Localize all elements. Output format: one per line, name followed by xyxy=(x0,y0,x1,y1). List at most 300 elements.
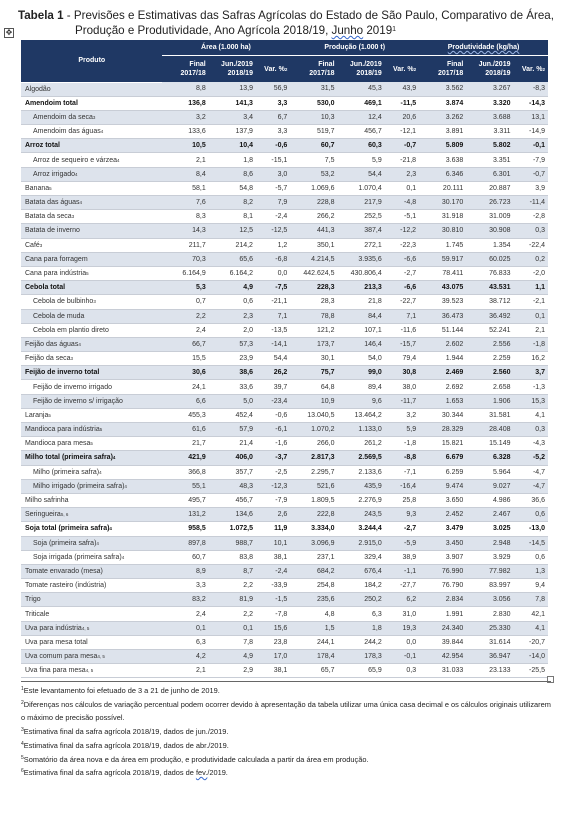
table-cell: 15,5 xyxy=(192,355,206,363)
table-cell: 31.918 xyxy=(441,213,464,221)
table-row xyxy=(21,621,548,635)
table-cell: 7,1 xyxy=(256,309,290,323)
table-row xyxy=(21,337,548,351)
spellcheck-word: Junho xyxy=(331,24,364,37)
table-cell: 76.833 xyxy=(489,270,511,278)
table-cell: 228,3 xyxy=(290,281,337,295)
table-cell: 252,5 xyxy=(364,213,382,221)
table-cell: 21,8 xyxy=(368,298,382,306)
table-cell: 244,2 xyxy=(364,638,382,646)
table-cell: -0,6 xyxy=(256,139,290,153)
table-cell: 4,9 xyxy=(209,281,256,295)
table-cell: 42.954 xyxy=(419,650,466,664)
table-cell: 36,6 xyxy=(531,497,545,505)
row-product-name: Uva fina para mesa$^{4, 5}$ xyxy=(25,667,94,675)
row-product-name: Soja irrigada (primeira safra)$^4$ xyxy=(33,553,125,561)
table-cell: 6.164,2 xyxy=(229,270,253,278)
table-cell: 9.474 xyxy=(419,479,466,493)
table-cell: 3.096,9 xyxy=(290,536,337,550)
row-product-name: Feijão da seca$^3$ xyxy=(25,355,74,363)
row-product-name: Seringueira$^{5, 6}$ xyxy=(21,508,162,522)
table-cell: 30.810 xyxy=(419,224,466,238)
table-cell: 12,4 xyxy=(338,110,385,124)
table-cell: -0,1 xyxy=(385,650,419,664)
table-cell: 10,4 xyxy=(209,139,256,153)
table-cell: 15,6 xyxy=(256,621,290,635)
footnote: $^1$Este levantamento foi efetuado de 3 a 21 de junho de 2019. xyxy=(21,686,220,695)
table-title: Tabela 1 - Previsões e Estimativas das Safras Agrícolas do Estado de São Paulo, Comparativo de Área, Produção e Produtividade, Ano Agrícola 2018/19, Junho 2019$^1$ xyxy=(18,8,568,38)
table-cell: 31.009 xyxy=(489,213,511,221)
table-cell: 146,4 xyxy=(338,337,385,351)
table-cell: 9,4 xyxy=(535,582,545,590)
table-cell: -11,5 xyxy=(400,99,417,107)
table-cell: 178,4 xyxy=(290,650,337,664)
table-cell: 7,9 xyxy=(256,196,290,210)
table-cell: 3,4 xyxy=(209,110,256,124)
table-cell: 5.964 xyxy=(492,468,511,476)
table-cell: 137,9 xyxy=(235,128,253,136)
table-cell: 56,9 xyxy=(256,82,290,96)
table-cell: 38,6 xyxy=(209,366,256,380)
table-cell: 1,2 xyxy=(277,241,288,249)
table-cell: -1,3 xyxy=(532,383,545,391)
table-cell: -22,3 xyxy=(400,241,417,249)
row-product-name: Feijão de inverno total xyxy=(21,366,162,380)
table-cell: -6,1 xyxy=(256,423,290,437)
table-cell: 11,9 xyxy=(274,525,288,533)
table-cell: 521,6 xyxy=(290,479,337,493)
table-cell: 2.452 xyxy=(419,508,466,522)
table-cell: -14,5 xyxy=(514,536,549,550)
table-cell: -0,7 xyxy=(514,167,549,181)
table-cell: 387,4 xyxy=(338,224,385,238)
table-cell: 244,1 xyxy=(317,638,335,646)
table-cell: 1.070,2 xyxy=(290,423,337,437)
table-cell: 7,8 xyxy=(243,638,253,646)
table-row xyxy=(21,153,548,167)
header-group-area: Área (1.000 ha) xyxy=(162,40,291,56)
table-cell: 6.259 xyxy=(445,468,464,476)
table-cell: 42,1 xyxy=(531,610,545,618)
table-cell: 60,7 xyxy=(192,553,206,561)
table-cell: 14,3 xyxy=(162,224,209,238)
table-cell: 3.562 xyxy=(419,82,466,96)
row-product-name: Arroz irrigado$^4$ xyxy=(21,167,162,181)
table-cell: 136,8 xyxy=(188,99,206,107)
table-row xyxy=(21,110,548,124)
table-cell: 81,9 xyxy=(209,593,256,607)
table-cell: 213,3 xyxy=(338,281,385,295)
table-cell: 452,4 xyxy=(235,411,253,419)
table-cell: 64,8 xyxy=(320,383,335,391)
table-cell: -22,4 xyxy=(529,241,545,249)
row-product-name: Banana$^5$ xyxy=(25,184,52,192)
table-cell: 3.351 xyxy=(492,156,511,164)
table-cell: 57,3 xyxy=(209,337,256,351)
table-cell: 1.354 xyxy=(492,241,511,249)
table-cell: 16,2 xyxy=(531,355,545,363)
table-cell: 8,8 xyxy=(162,82,209,96)
table-cell: 83.997 xyxy=(489,582,511,590)
table-cell: 0,3 xyxy=(514,224,549,238)
table-cell: 0,3 xyxy=(514,423,549,437)
table-cell: 243,5 xyxy=(338,508,385,522)
row-product-name: Cana para indústria$^5$ xyxy=(25,270,89,278)
table-cell: -21,8 xyxy=(400,156,417,164)
table-cell: -7,1 xyxy=(404,468,417,476)
table-cell: 3,0 xyxy=(256,167,290,181)
table-row xyxy=(21,423,548,437)
table-cell: 8,4 xyxy=(162,167,209,181)
table-cell: 31.581 xyxy=(489,411,511,419)
footnote: $^5$Somatório da área nova e da área em produção, e produtividade calculada a partir da área em produção. xyxy=(21,754,369,764)
table-cell: 2,1 xyxy=(196,156,206,164)
table-cell: 3,9 xyxy=(535,184,545,192)
table-cell: 495,7 xyxy=(188,497,206,505)
table-cell: -14,0 xyxy=(514,650,549,664)
table-cell: 6.164,9 xyxy=(182,270,206,278)
table-cell: -15,7 xyxy=(385,337,419,351)
table-cell: 1.944 xyxy=(445,355,464,363)
row-product-name: Batata de inverno xyxy=(21,224,162,238)
table-cell: 31,5 xyxy=(290,82,337,96)
table-cell: 1,5 xyxy=(290,621,337,635)
table-cell: -1,8 xyxy=(404,440,417,448)
table-cell: -6,6 xyxy=(385,281,419,295)
table-cell: 6,2 xyxy=(385,593,419,607)
row-product-name: Uva para indústria$^{4, 5}$ xyxy=(21,621,162,635)
table-cell: 1.072,5 xyxy=(229,525,253,533)
table-cell: 30,8 xyxy=(385,366,419,380)
table-cell: 59.917 xyxy=(419,252,466,266)
table-cell: 61,6 xyxy=(162,423,209,437)
table-cell: 3.935,6 xyxy=(338,252,385,266)
table-cell: 33,6 xyxy=(239,383,253,391)
table-cell: 5.802 xyxy=(466,139,513,153)
column-header: Var. %$^2$ xyxy=(256,56,290,83)
table-cell: 2.830 xyxy=(492,610,511,618)
column-header: Jun./2019 2018/19 xyxy=(338,56,385,83)
table-cell: 519,7 xyxy=(317,128,335,136)
table-row xyxy=(21,323,548,337)
table-cell: 2,1 xyxy=(535,326,545,334)
table-cell: 65,6 xyxy=(209,252,256,266)
table-cell: 2.692 xyxy=(445,383,464,391)
table-cell: 21,4 xyxy=(239,440,253,448)
table-cell: 4,9 xyxy=(209,650,256,664)
table-cell: -5,9 xyxy=(385,536,419,550)
row-product-name: Cebola em plantio direto xyxy=(33,326,109,334)
table-cell: 2.469 xyxy=(419,366,466,380)
table-cell: 0,0 xyxy=(277,270,288,278)
table-cell: 10,3 xyxy=(290,110,337,124)
row-product-name: Algodão xyxy=(21,82,162,96)
table-cell: -11,7 xyxy=(385,394,419,408)
table-row xyxy=(21,181,548,195)
table-cell: 8,3 xyxy=(196,213,206,221)
table-cell: 0,3 xyxy=(406,667,417,675)
table-cell: 4.214,5 xyxy=(290,252,337,266)
table-cell: 51.144 xyxy=(441,326,464,334)
table-cell: -14,1 xyxy=(256,337,290,351)
table-row xyxy=(21,508,548,522)
table-cell: -7,5 xyxy=(256,281,290,295)
table-cell: 31,0 xyxy=(402,610,417,618)
table-cell: 2,0 xyxy=(243,326,253,334)
table-cell: 3.262 xyxy=(419,110,466,124)
table-cell: 406,0 xyxy=(209,451,256,465)
table-cell: 65,9 xyxy=(368,667,382,675)
table-cell: 0,1 xyxy=(514,309,549,323)
table-cell: 235,6 xyxy=(290,593,337,607)
table-cell: 5,9 xyxy=(372,156,382,164)
table-row xyxy=(21,564,548,578)
table-row xyxy=(21,479,548,493)
table-cell: -12,5 xyxy=(256,224,290,238)
table-cell: 30.908 xyxy=(466,224,513,238)
table-cell: 530,0 xyxy=(317,99,335,107)
row-product-name: Soja total (primeira safra)$^4$ xyxy=(25,525,112,533)
row-product-name: Tomate rasteiro (indústria) xyxy=(25,582,107,590)
spellcheck-word: fev. xyxy=(195,768,208,778)
row-product-name: Cebola total xyxy=(21,281,162,295)
table-cell: 28.329 xyxy=(419,423,466,437)
table-cell: 1.809,5 xyxy=(311,497,335,505)
table-cell: 99,0 xyxy=(338,366,385,380)
table-cell: 5,0 xyxy=(209,394,256,408)
table-cell: 1.653 xyxy=(419,394,466,408)
table-row xyxy=(21,380,548,394)
table-cell: 60.025 xyxy=(466,252,513,266)
table-cell: 0,6 xyxy=(514,508,549,522)
footnote: $^3$Estimativa final da safra agrícola 2018/19, dados de jun./2019. xyxy=(21,727,229,737)
table-cell: 3,3 xyxy=(277,128,288,136)
table-cell: 78,8 xyxy=(290,309,337,323)
table-cell: 222,8 xyxy=(290,508,337,522)
table-cell: 441,3 xyxy=(290,224,337,238)
column-header: Jun./2019 2018/19 xyxy=(466,56,513,83)
table-row xyxy=(21,408,548,422)
header-group-producao: Produção (1.000 t) xyxy=(290,40,419,56)
table-cell: 30,6 xyxy=(162,366,209,380)
table-cell: 9,3 xyxy=(385,508,419,522)
table-cell: 0,6 xyxy=(243,298,253,306)
row-product-name: Milho safrinha xyxy=(25,497,69,505)
table-cell: 1.745 xyxy=(445,241,464,249)
table-cell: 55,1 xyxy=(162,479,209,493)
row-product-name: Tomate envarado (mesa) xyxy=(21,564,162,578)
table-cell: 7,5 xyxy=(324,156,335,164)
table-cell: 30.344 xyxy=(441,411,464,419)
table-cell: -15,1 xyxy=(271,156,288,164)
table-cell: -14,9 xyxy=(529,128,545,136)
table-cell: 43.531 xyxy=(466,281,513,295)
footnotes xyxy=(21,681,551,780)
table-cell: 24,1 xyxy=(192,383,206,391)
table-cell: 214,2 xyxy=(235,241,253,249)
table-cell: 1.133,0 xyxy=(338,423,385,437)
table-cell: 2,2 xyxy=(243,610,253,618)
table-cell: 357,7 xyxy=(235,468,253,476)
table-cell: -23,4 xyxy=(256,394,290,408)
table-cell: 75,7 xyxy=(290,366,337,380)
table-cell: -4,7 xyxy=(532,468,545,476)
table-cell: 36.473 xyxy=(419,309,466,323)
table-cell: 13.464,2 xyxy=(354,411,382,419)
table-cell: 2.602 xyxy=(419,337,466,351)
table-cell: 38,0 xyxy=(402,383,417,391)
table-cell: 2.658 xyxy=(492,383,511,391)
table-cell: 53,2 xyxy=(290,167,337,181)
table-cell: -8,3 xyxy=(514,82,549,96)
table-cell: -25,5 xyxy=(529,667,545,675)
table-cell: 2.133,6 xyxy=(358,468,382,476)
table-cell: 15.821 xyxy=(441,440,464,448)
table-cell: 39.844 xyxy=(441,638,464,646)
table-cell: 261,2 xyxy=(364,440,382,448)
table-cell: 684,2 xyxy=(290,564,337,578)
table-cell: 3.688 xyxy=(466,110,513,124)
table-cell: -2,7 xyxy=(404,525,417,533)
table-row xyxy=(21,522,548,536)
table-cell: 24.340 xyxy=(419,621,466,635)
table-cell: 2.556 xyxy=(466,337,513,351)
table-cell: -11,6 xyxy=(400,326,417,334)
table-cell: -12,3 xyxy=(256,479,290,493)
table-cell: 54,8 xyxy=(239,184,253,192)
table-cell: 455,3 xyxy=(188,411,206,419)
table-cell: 58,1 xyxy=(192,184,206,192)
table-cell: 76.990 xyxy=(419,564,466,578)
table-cell: -27,7 xyxy=(400,582,417,590)
table-cell: -5,1 xyxy=(404,213,417,221)
table-cell: 1.991 xyxy=(445,610,464,618)
column-header: Var. %$^2$ xyxy=(385,56,419,83)
table-row xyxy=(21,493,548,507)
table-cell: 10,5 xyxy=(162,139,209,153)
table-cell: 8,7 xyxy=(209,564,256,578)
table-cell: 2,2 xyxy=(162,309,209,323)
table-cell: 7,1 xyxy=(385,309,419,323)
table-row xyxy=(21,437,548,451)
table-cell: 39,7 xyxy=(273,383,288,391)
table-cell: 0,7 xyxy=(196,298,206,306)
table-row xyxy=(21,593,548,607)
table-cell: 8,6 xyxy=(209,167,256,181)
table-cell: 133,6 xyxy=(188,128,206,136)
move-handle-icon[interactable]: ✥ xyxy=(5,28,13,37)
table-cell: 28.408 xyxy=(466,423,513,437)
table-cell: 89,4 xyxy=(368,383,382,391)
table-cell: 10,1 xyxy=(256,536,290,550)
table-cell: 2.295,7 xyxy=(311,468,335,476)
footnote: $^6$Estimativa final da safra agrícola 2018/19, dados de fev./2019. xyxy=(21,768,228,778)
column-header: Jun./2019 2018/19 xyxy=(209,56,256,83)
table-cell: 20,6 xyxy=(385,110,419,124)
table-row xyxy=(21,281,548,295)
table-cell: -4,8 xyxy=(385,196,419,210)
table-cell: 421,9 xyxy=(162,451,209,465)
table-cell: 2,3 xyxy=(385,167,419,181)
table-cell: 3,7 xyxy=(514,366,549,380)
table-cell: 54,0 xyxy=(368,355,382,363)
table-cell: 23.133 xyxy=(489,667,511,675)
table-cell: -20,7 xyxy=(529,638,545,646)
table-cell: 0,1 xyxy=(162,621,209,635)
table-cell: 2,4 xyxy=(196,326,206,334)
table-cell: -1,6 xyxy=(275,440,288,448)
table-cell: 23,9 xyxy=(239,355,253,363)
table-cell: 4,8 xyxy=(324,610,335,618)
table-cell: 15,3 xyxy=(514,394,549,408)
table-cell: 79,4 xyxy=(402,355,417,363)
table-cell: 3.479 xyxy=(445,525,464,533)
table-cell: 31.614 xyxy=(489,638,511,646)
table-cell: 131,2 xyxy=(162,508,209,522)
table-cell: 2,1 xyxy=(196,667,206,675)
row-product-name: Café$^3$ xyxy=(25,241,43,249)
table-cell: -8,8 xyxy=(385,451,419,465)
row-product-name: Cebola de bulbinho$^3$ xyxy=(33,298,96,306)
table-cell: 43,9 xyxy=(385,82,419,96)
table-cell: 8,1 xyxy=(243,213,253,221)
table-cell: -1,1 xyxy=(385,564,419,578)
table-cell: 469,1 xyxy=(364,99,382,107)
table-cell: 2.276,9 xyxy=(358,497,382,505)
table-cell: 3.874 xyxy=(445,99,464,107)
table-cell: 6.679 xyxy=(419,451,466,465)
table-cell: 77.982 xyxy=(466,564,513,578)
table-cell: 0,1 xyxy=(406,184,417,192)
table-cell: -2,4 xyxy=(275,213,288,221)
table-row xyxy=(21,650,548,664)
row-product-name: Arroz total xyxy=(21,139,162,153)
table-cell: 48,3 xyxy=(209,479,256,493)
table-cell: 329,4 xyxy=(364,553,382,561)
table-cell: 60,7 xyxy=(290,139,337,153)
table-row xyxy=(21,125,548,139)
table-cell: 2.915,0 xyxy=(338,536,385,550)
table-cell: 3.929 xyxy=(492,553,511,561)
row-product-name: Feijão de inverno s/ irrigação xyxy=(21,394,162,408)
table-cell: 3.311 xyxy=(493,128,511,136)
table-cell: 2,9 xyxy=(243,667,253,675)
table-cell: 3.334,0 xyxy=(311,525,335,533)
table-row xyxy=(21,394,548,408)
row-product-name: Batata das águas$^4$ xyxy=(21,196,162,210)
table-cell: 70,3 xyxy=(162,252,209,266)
table-cell: -2,5 xyxy=(275,468,288,476)
table-cell: 38,1 xyxy=(273,667,288,675)
table-cell: -0,7 xyxy=(385,139,419,153)
table-cell: -22,7 xyxy=(400,298,417,306)
table-cell: 20.111 xyxy=(442,184,464,192)
table-cell: 107,1 xyxy=(364,326,382,334)
table-cell: 30.170 xyxy=(419,196,466,210)
table-cell: -2,7 xyxy=(404,270,417,278)
table-row xyxy=(21,210,548,224)
table-cell: 0,1 xyxy=(209,621,256,635)
table-cell: 366,8 xyxy=(188,468,206,476)
table-cell: 38,9 xyxy=(402,553,417,561)
table-cell: 83,8 xyxy=(239,553,253,561)
table-cell: 3,2 xyxy=(406,411,417,419)
table-cell: -4,7 xyxy=(514,479,549,493)
table-row xyxy=(21,252,548,266)
table-cell: 435,9 xyxy=(338,479,385,493)
table-cell: 76.790 xyxy=(441,582,464,590)
table-cell: 141,3 xyxy=(235,99,253,107)
